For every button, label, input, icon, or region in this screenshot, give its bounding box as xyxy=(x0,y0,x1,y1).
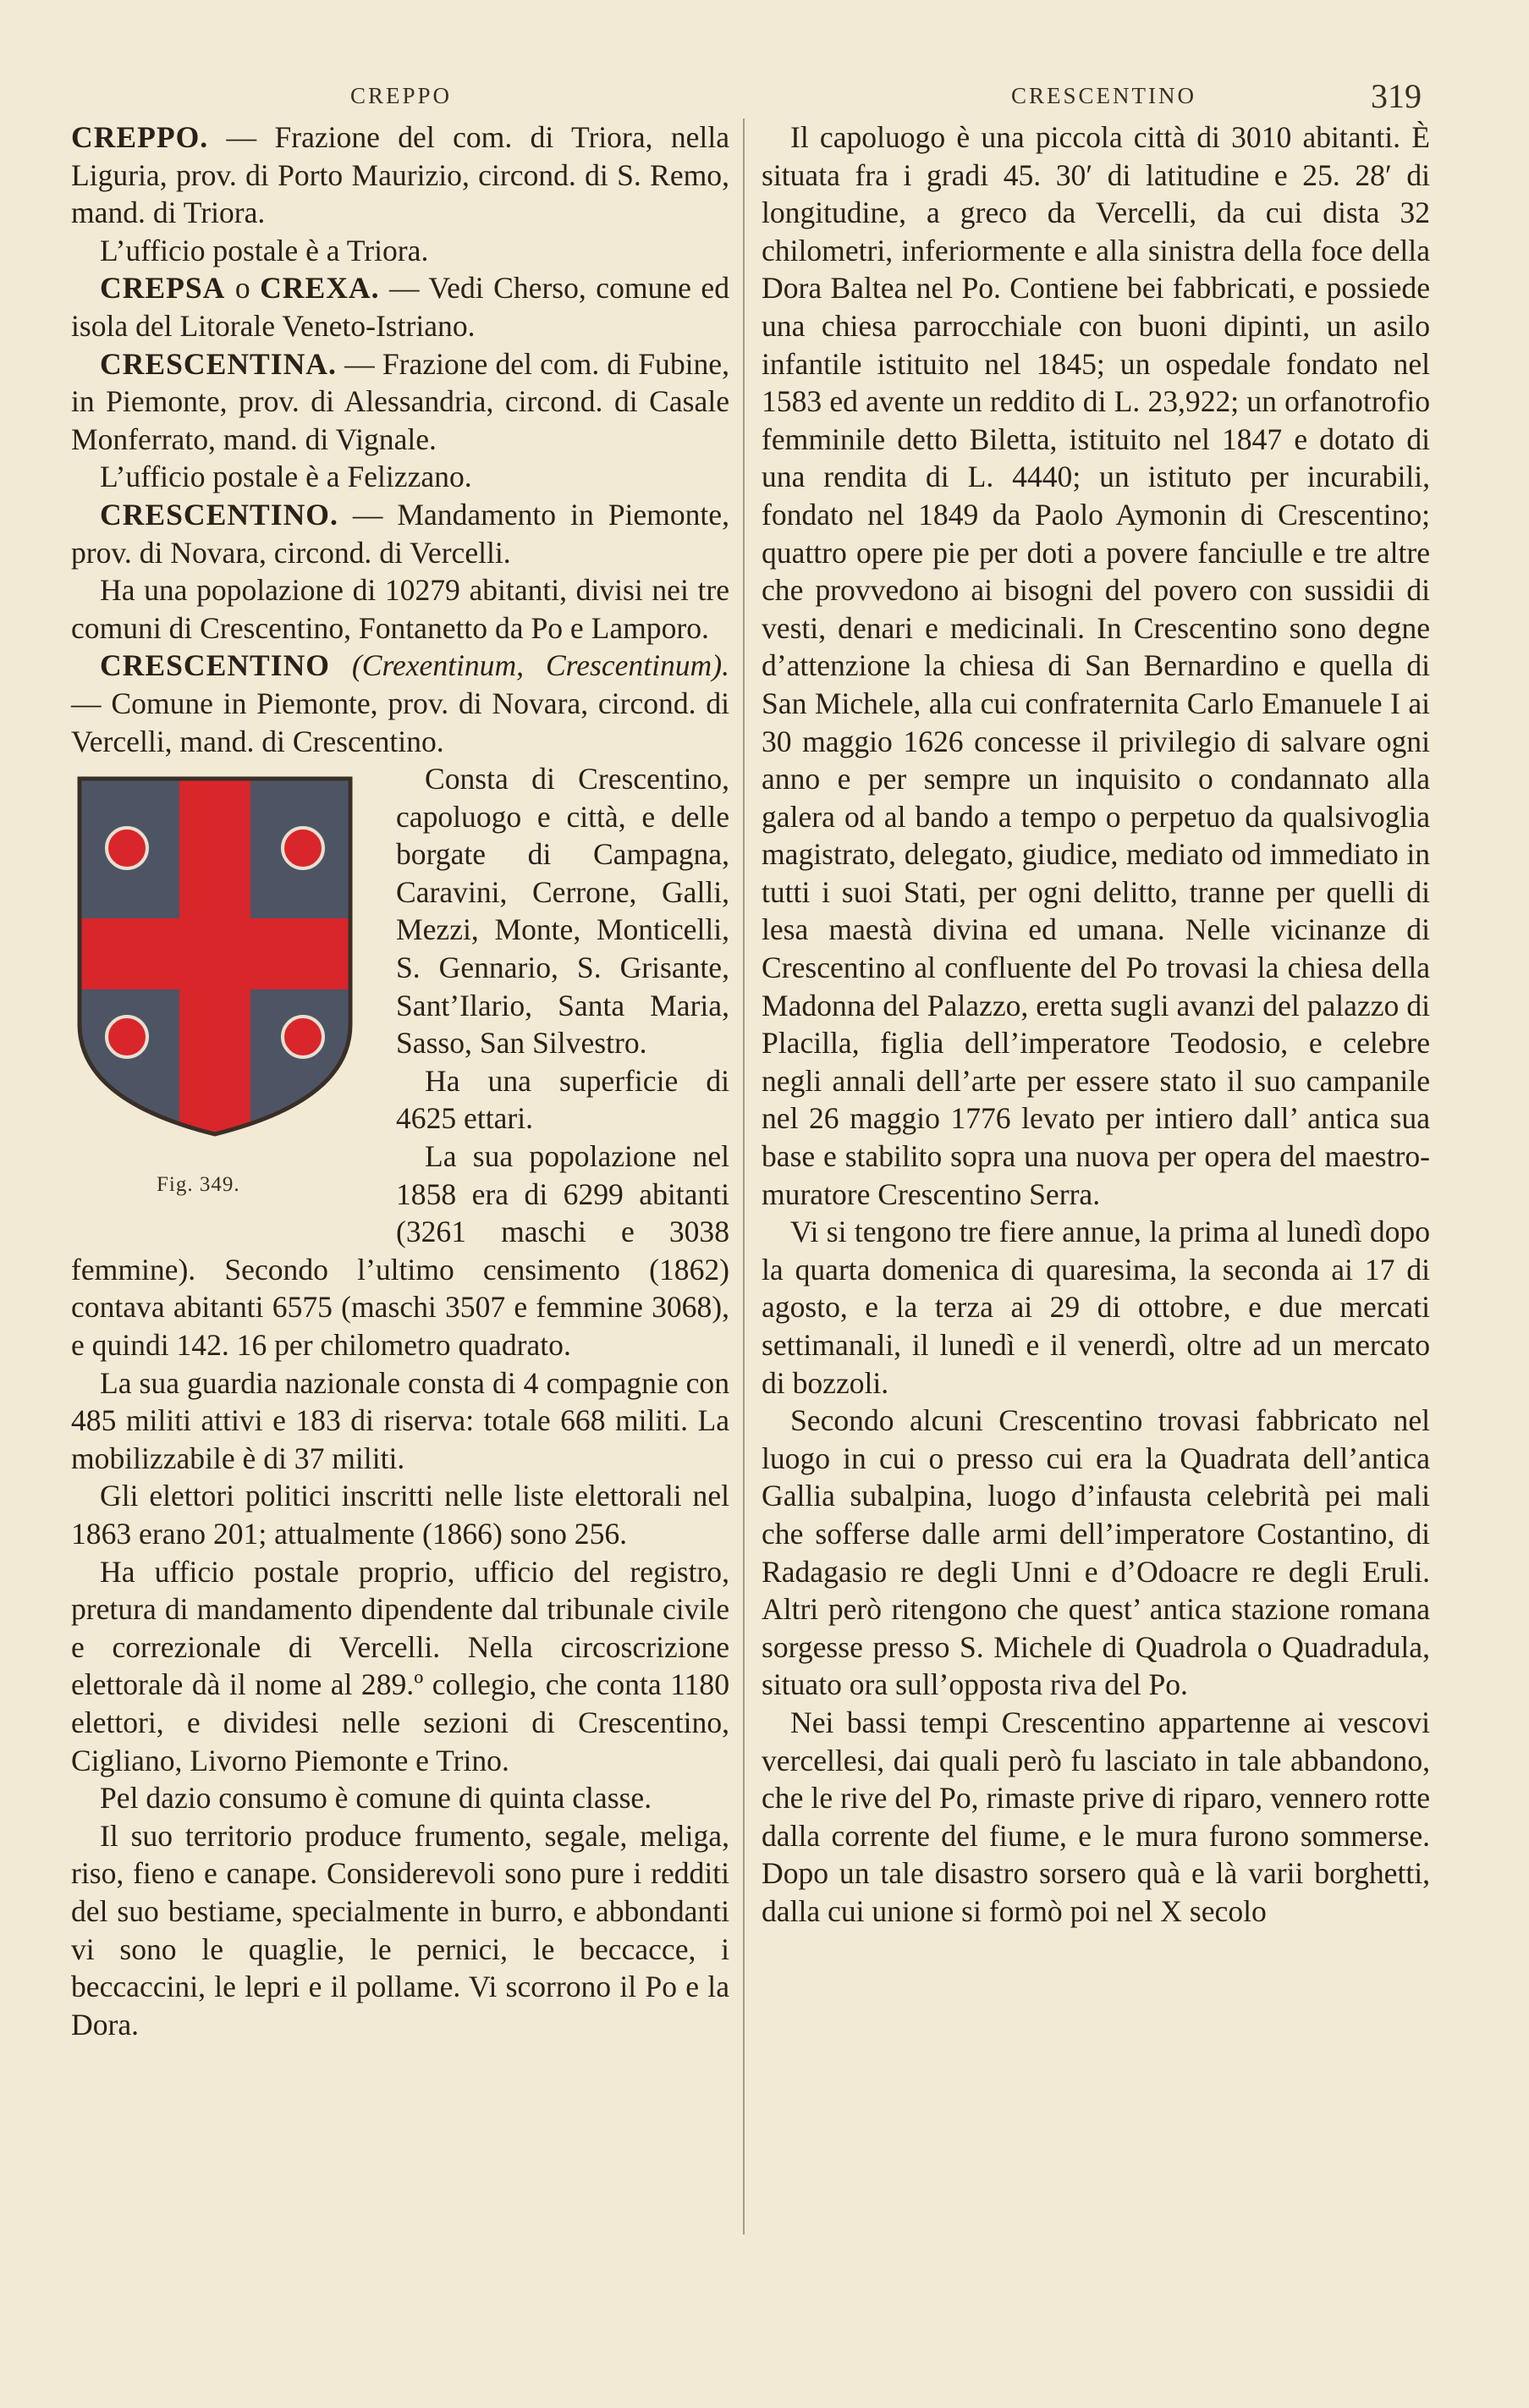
headword: CRESCENTINO. xyxy=(100,497,338,532)
paragraph: L’ufficio postale è a Felizzano. xyxy=(100,460,472,494)
paragraph: L’ufficio postale è a Triora. xyxy=(100,233,429,267)
entry-crescentina xyxy=(71,345,729,459)
paragraph: Ha una popolazione di 10279 abitanti, divisi nei tre comuni di Crescentino, Fontanetto da Po e Lamporo. xyxy=(71,573,729,645)
entry-creppo xyxy=(71,118,729,232)
entry-text: — Frazione del com. di Triora, nella Liguria, prov. di Porto Maurizio, circond. di S. Remo, mand. di Triora. xyxy=(71,120,729,230)
entry-crescentino-mandamento xyxy=(71,496,729,571)
paragraph: Nei bassi tempi Crescentino appartenne ai vescovi vercellesi, dai quali però fu lasciato in tale abbandono, che le rive del Po, rimaste prive di riparo, vennero rotte dalla corrente del fiume, e le mura furono sommerse. Dopo un tale disastro sorsero quà e là varii borghetti, dalla cui unione si formò poi nel X secolo xyxy=(762,1705,1430,1928)
latin-names: (Crexentinum, Crescentinum). xyxy=(351,648,729,683)
cross-horizontal xyxy=(71,918,359,989)
entry-text: — Mandamento in Piemonte, prov. di Novara, circond. di Vercelli. xyxy=(71,497,729,570)
paragraph: Il capoluogo è una piccola città di 3010 abitanti. È situata fra i gradi 45. 30′ di latitudine e 25. 28′ di longitudine, a greco da Vercelli, da cui dista 32 chilometri, inferiormente e alla sinistra della foce della Dora Baltea nel Po. Contiene bei fabbricati, e possiede una chiesa parrocchiale con buoni dipinti, un asilo infantile istituito nel 1845; un ospedale fondato nel 1583 ed avente un reddito di L. 23,922; un orfanotrofio femminile detto Biletta, istituito nel 1847 e dotato di una rendita di L. 4440; un istituto per incurabili, fondato nel 1849 da Paolo Aymonin di Crescentino; quattro opere pie per doti a povere fanciulle e tre altre che provvedono ai bisogni del povero con sussidii di vesti, denari e medicinali. In Crescentino sono degne d’attenzione la chiesa di San Bernardino e quella di San Michele, alla cui confraternita Carlo Emanuele I ai 30 maggio 1626 concesse il privilegio di salvare ogni anno e per sempre un inquisito o condannato alla galera od al bando a tempo o perpetuo da qualsivoglia magistrato, delegato, giudice, mediato od immediato in tutti i suoi Stati, per ogni delitto, tranne per quelli di lesa maestà divina ed umana. Nelle vicinanze di Crescentino al confluente del Po trovasi la chiesa della Madonna del Palazzo, eretta sugli avanzi del palazzo di Placilla, figlia dell’imperatore Teodosio, e celebre negli annali dell’arte per essere stato il suo campanile nel 26 maggio 1776 levato per intiero dall’ antica sua base e stabilito sopra una nuova per opera del maestro-muratore Crescentino Serra. xyxy=(762,120,1430,1211)
coat-of-arms-figure xyxy=(68,760,389,1224)
paragraph: Secondo alcuni Crescentino trovasi fabbricato nel luogo in cui o presso cui era la Quadrata dell’antica Gallia subalpina, luogo d’infausta celebrità pei mali che sofferse dalle armi dell’imperatore Costantino, di Radagasio re degli Unni e d’Odoacre re degli Eruli. Altri però ritengono che quest’ antica stazione romana sorgesse presso S. Michele di Quadrola o Quadradula, situato ora sull’opposta riva del Po. xyxy=(762,1403,1430,1702)
paragraph: Vi si tengono tre fiere annue, la prima al lunedì dopo la quarta domenica di quaresima, la seconda ai 17 di agosto, e la terza ai 29 di ottobre, e due mercati settimanali, il lunedì e il venerdì, oltre ad un mercato di bozzoli. xyxy=(762,1215,1430,1400)
headword: CREXA. xyxy=(260,271,380,306)
paragraph: La sua guardia nazionale consta di 4 compagnie con 485 militi attivi e 183 di riserva: totale 668 militi. La mobilizzabile è di 37 militi. xyxy=(71,1365,729,1475)
roundel-bottom-left xyxy=(107,1017,147,1057)
roundel-top-left xyxy=(107,828,147,868)
entry-text: — Comune in Piemonte, prov. di Novara, circond. di Vercelli, mand. di Crescentino. xyxy=(71,686,729,758)
headword: CRESCENTINO xyxy=(100,648,330,683)
running-head-right: CRESCENTINO xyxy=(1011,83,1197,108)
entry-crescentino-comune xyxy=(71,647,729,760)
paragraph: Gli elettori politici inscritti nelle liste elettorali nel 1863 erano 201; attualmente (1866) sono 256. xyxy=(71,1479,729,1551)
column-divider xyxy=(743,118,745,2234)
entry-text: — Vedi Cherso, comune ed isola del Litorale Veneto-Istriano. xyxy=(71,271,729,343)
left-column xyxy=(71,118,729,2043)
headword: CREPSA xyxy=(100,271,226,306)
paragraph: Ha ufficio postale proprio, ufficio del registro, pretura di mandamento dipendente dal tribunale civile e correzionale di Vercelli. Nella circoscrizione elettorale dà il nome al 289.º collegio, che conta 1180 elettori, e dividesi nelle sezioni di Crescentino, Cigliano, Livorno Piemonte e Trino. xyxy=(71,1554,729,1777)
paragraph: La sua popolazione nel 1858 era di 6299 abitanti (3261 maschi e 3038 femmine). Secondo l’ultimo censimento (1862) contava abitanti 6575 (maschi 3507 e femmine 3068), e quindi 142. 16 per chilometro quadrato. xyxy=(71,1139,729,1362)
entry-crepsa xyxy=(71,269,729,344)
paragraph: Il suo territorio produce frumento, segale, meliga, riso, fieno e canape. Considerevoli sono pure i redditi del suo bestiame, specialmente in burro, e abbondanti vi sono le quaglie, le pernici, le beccacce, i beccaccini, le lepri e il pollame. Vi scorrono il Po e la Dora. xyxy=(71,1818,729,2042)
page-number: 319 xyxy=(1371,77,1422,115)
figure-caption: Fig. 349. xyxy=(157,1173,240,1197)
paragraph: Ha una superficie di 4625 ettari. xyxy=(396,1063,729,1136)
coat-of-arms-shield xyxy=(71,770,359,1143)
running-head-left: CREPPO xyxy=(350,83,453,108)
right-column xyxy=(762,118,1430,1931)
roundel-top-right xyxy=(283,828,323,868)
headword: CREPPO. xyxy=(71,120,209,154)
roundel-bottom-right xyxy=(283,1017,323,1057)
entry-text: — Frazione del com. di Fubine, in Piemonte, prov. di Alessandria, circond. di Casale Monferrato, mand. di Vignale. xyxy=(71,346,729,456)
paragraph: Consta di Crescentino, capoluogo e città, e delle borgate di Campagna, Caravini, Cerrone, Galli, Mezzi, Monte, Monticelli, S. Gennario, S. Grisante, Sant’Ilario, Santa Maria, Sasso, San Silvestro. xyxy=(396,762,729,1061)
paragraph: Pel dazio consumo è comune di quinta classe. xyxy=(100,1781,652,1816)
entry-connector: o xyxy=(225,271,261,306)
headword: CRESCENTINA. xyxy=(100,346,337,381)
